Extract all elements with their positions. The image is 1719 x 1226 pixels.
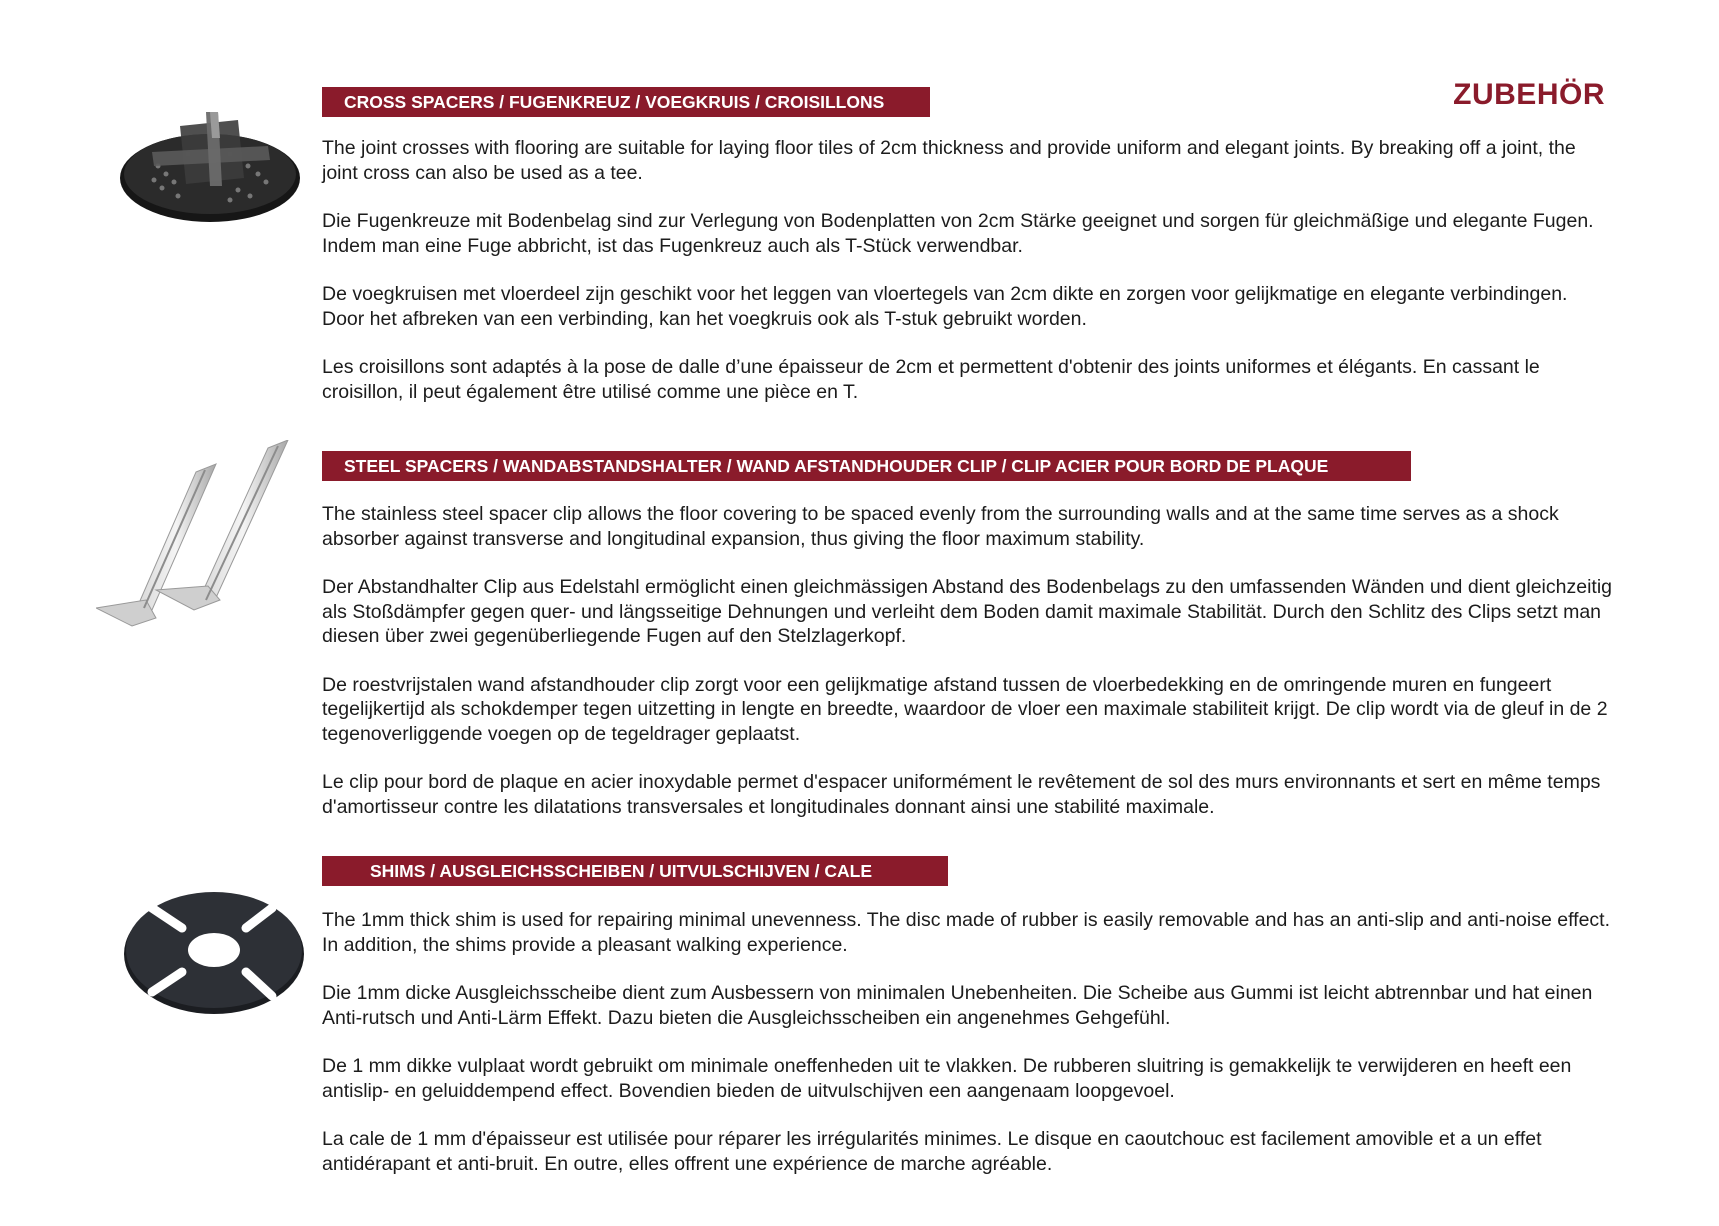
paragraph-english: The joint crosses with flooring are suitable for laying floor tiles of 2cm thickness and provide uniform and elegant joints. By breaking off a joint, the joint cross can also be used as a tee. bbox=[322, 137, 1576, 184]
cross-spacer-icon bbox=[118, 108, 303, 226]
paragraph-german: Der Abstandhalter Clip aus Edelstahl ermöglicht einen gleichmässigen Abstand des Bodenbelags zu den umfassenden Wänden und dient gleichzeitig als Stoßdämpfer gegen quer- und längsseitige Dehnungen und verleiht dem Boden damit maximale Stabilität. Durch den Schlitz des Clips setzt man diesen über zwei gegenüberliegende Fugen auf den Stelzlagerkopf. bbox=[322, 576, 1612, 647]
section-description bbox=[322, 502, 1612, 843]
paragraph-dutch: De voegkruisen met vloerdeel zijn geschikt voor het leggen van vloertegels van 2cm dikte en zorgen voor gelijkmatige en elegante verbindingen. Door het afbreken van een verbinding, kan het voegkruis ook als T-stuk gebruikt worden. bbox=[322, 283, 1568, 330]
paragraph-german: Die 1mm dicke Ausgleichsscheibe dient zum Ausbessern von minimalen Unebenheiten. Die Scheibe aus Gummi ist leicht abtrennbar und hat einen Anti-rutsch und Anti-Lärm Effekt. Dazu bieten die Ausgleichsscheiben ein angenehmes Gehgefühl. bbox=[322, 982, 1593, 1029]
section-title-banner: CROSS SPACERS / FUGENKREUZ / VOEGKRUIS / CROISILLONS bbox=[322, 87, 930, 117]
paragraph-dutch: De roestvrijstalen wand afstandhouder clip zorgt voor een gelijkmatige afstand tussen de vloerbedekking en de omringende muren en fungeert tegelijkertijd als schokdemper tegen uitzetting in lengte en breedte, waardoor de vloer een maximale stabiliteit krijgt. De clip wordt via de gleuf in de 2 tegenoverliggende voegen op de tegeldrager geplaatst. bbox=[322, 673, 1608, 745]
paragraph-french: Les croisillons sont adaptés à la pose de dalle d’une épaisseur de 2cm et permettent d'obtenir des joints uniformes et élégants. En cassant le croisillon, il peut également être utilisé comme une pièce en T. bbox=[322, 356, 1540, 403]
paragraph-dutch: De 1 mm dikke vulplaat wordt gebruikt om minimale oneffenheden uit te vlakken. De rubberen sluitring is gemakkelijk te verwijderen en heeft een antislip- en geluiddempend effect. Bovendien bieden de uitvulschijven een aangenaam loopgevoel. bbox=[322, 1055, 1572, 1102]
steel-clip-icon bbox=[96, 440, 296, 630]
paragraph-french: La cale de 1 mm d'épaisseur est utilisée pour réparer les irrégularités minimes. Le disque en caoutchouc est facilement amovible et a un effet antidérapant et anti-bruit. En outre, elles offrent une expérience de marche agréable. bbox=[322, 1128, 1542, 1175]
paragraph-german: Die Fugenkreuze mit Bodenbelag sind zur Verlegung von Bodenplatten von 2cm Stärke geeignet und sorgen für gleichmäßige und elegante Fugen. Indem man eine Fuge abbricht, ist das Fugenkreuz auch als T-Stück verwendbar. bbox=[322, 210, 1594, 257]
rubber-shim-icon bbox=[122, 886, 306, 1016]
paragraph-french: Le clip pour bord de plaque en acier inoxydable permet d'espacer uniformément le revêtement de sol des murs environnants et sert en même temps d'amortisseur contre les dilatations transversales et longitudinales donnant ainsi une stabilité maximale. bbox=[322, 771, 1601, 818]
section-description bbox=[322, 136, 1612, 428]
section-title-banner: SHIMS / AUSGLEICHSSCHEIBEN / UITVULSCHIJVEN / CALE bbox=[322, 856, 948, 886]
page-brand-title: ZUBEHÖR bbox=[1453, 78, 1605, 111]
paragraph-english: The 1mm thick shim is used for repairing minimal unevenness. The disc made of rubber is easily removable and has an anti-slip and anti-noise effect. In addition, the shims provide a pleasant walking experience. bbox=[322, 909, 1610, 956]
section-title-banner: STEEL SPACERS / WANDABSTANDSHALTER / WAND AFSTANDHOUDER CLIP / CLIP ACIER POUR BORD DE PLAQUE bbox=[322, 451, 1411, 481]
section-description bbox=[322, 908, 1612, 1200]
paragraph-english: The stainless steel spacer clip allows the floor covering to be spaced evenly from the surrounding walls and at the same time serves as a shock absorber against transverse and longitudinal expansion, thus giving the floor maximum stability. bbox=[322, 503, 1559, 550]
